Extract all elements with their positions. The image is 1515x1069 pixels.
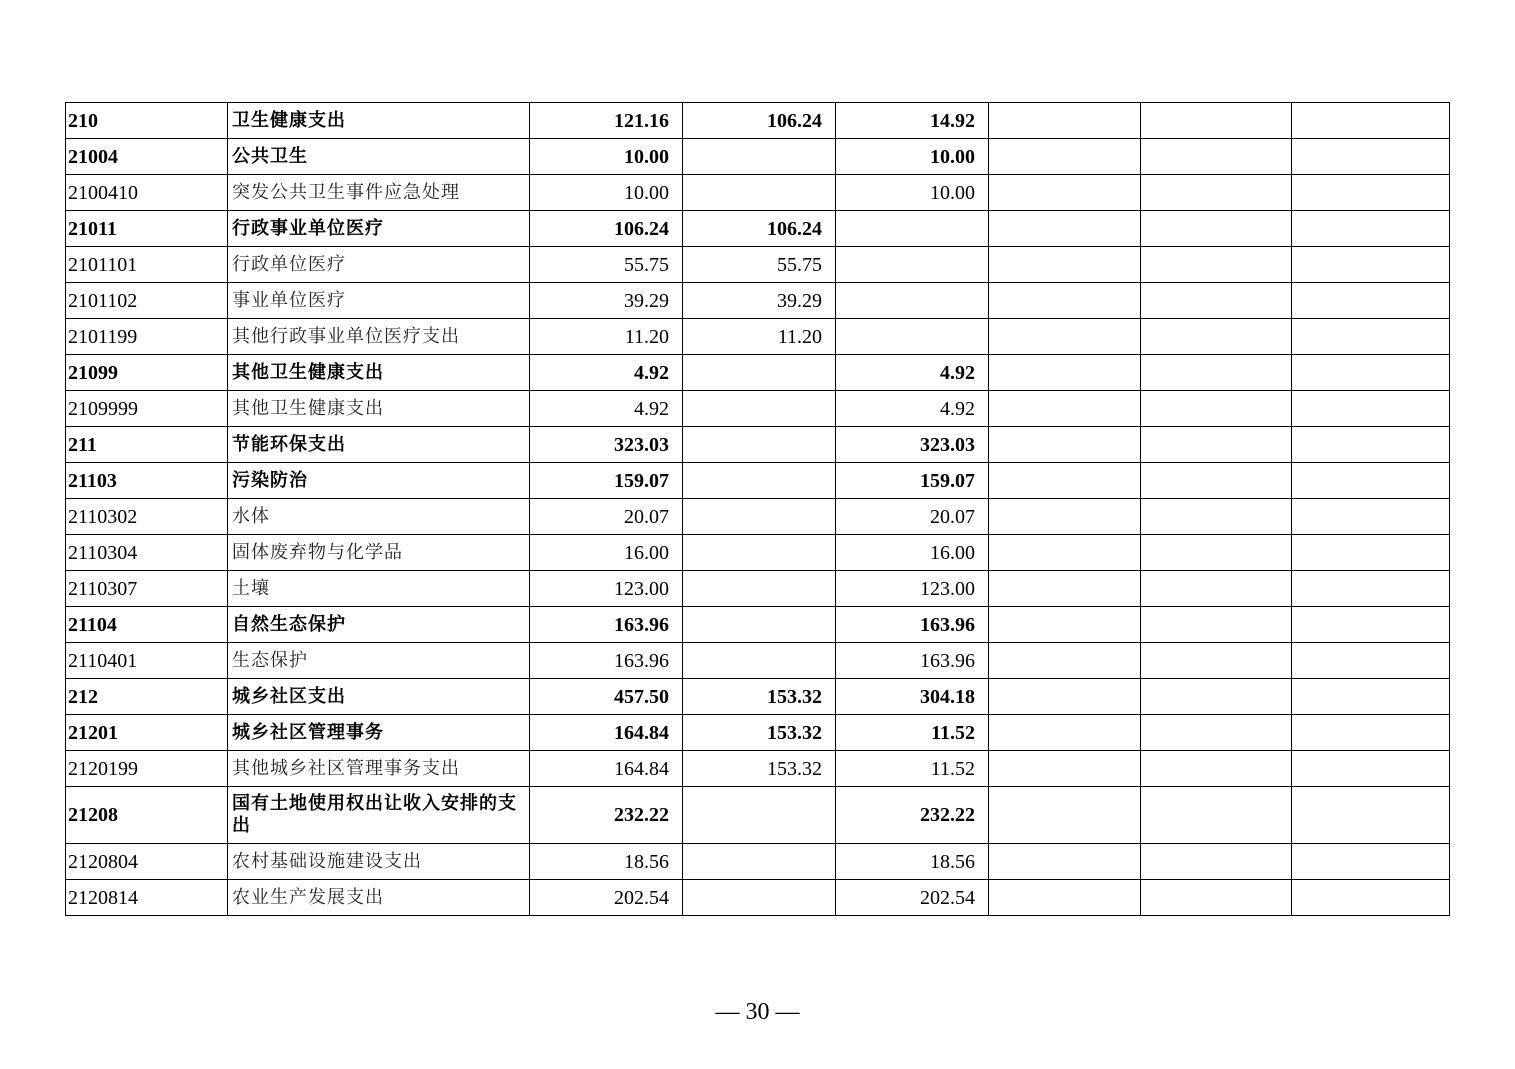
empty-cell [1292,391,1450,427]
total-cell: 163.96 [530,643,683,679]
subject-code-cell: 2120814 [66,880,228,916]
empty-cell [1141,391,1292,427]
project-expenditure-cell [836,247,989,283]
empty-cell [1292,643,1450,679]
empty-cell [1292,211,1450,247]
empty-cell [1141,880,1292,916]
empty-cell [989,283,1141,319]
total-cell: 4.92 [530,355,683,391]
table-row [66,355,1450,391]
project-expenditure-cell: 4.92 [836,355,989,391]
empty-cell [989,139,1141,175]
basic-expenditure-cell [683,607,836,643]
total-cell: 10.00 [530,175,683,211]
empty-cell [1292,571,1450,607]
table-row [66,319,1450,355]
table-row [66,427,1450,463]
table-row [66,211,1450,247]
basic-expenditure-cell: 55.75 [683,247,836,283]
project-expenditure-cell: 202.54 [836,880,989,916]
page-number: — 30 — [715,999,800,1025]
empty-cell [1141,103,1292,139]
project-expenditure-cell: 16.00 [836,535,989,571]
empty-cell [1141,247,1292,283]
empty-cell [989,211,1141,247]
empty-cell [1141,427,1292,463]
empty-cell [1141,715,1292,751]
empty-cell [1292,535,1450,571]
subject-name-cell: 污染防治 [228,463,530,499]
table-row [66,679,1450,715]
subject-name-cell: 节能环保支出 [228,427,530,463]
table-row [66,391,1450,427]
project-expenditure-cell: 123.00 [836,571,989,607]
basic-expenditure-cell: 11.20 [683,319,836,355]
empty-cell [1292,175,1450,211]
subject-code-cell: 21104 [66,607,228,643]
total-cell: 232.22 [530,787,683,844]
basic-expenditure-cell [683,463,836,499]
subject-name-cell: 其他卫生健康支出 [228,391,530,427]
total-cell: 164.84 [530,715,683,751]
empty-cell [989,607,1141,643]
empty-cell [1141,175,1292,211]
basic-expenditure-cell [683,391,836,427]
basic-expenditure-cell [683,844,836,880]
subject-code-cell: 21208 [66,787,228,844]
table-body [66,103,1450,916]
subject-code-cell: 2109999 [66,391,228,427]
subject-name-cell: 土壤 [228,571,530,607]
empty-cell [1141,751,1292,787]
total-cell: 163.96 [530,607,683,643]
empty-cell [1141,844,1292,880]
basic-expenditure-cell [683,643,836,679]
empty-cell [1292,139,1450,175]
empty-cell [989,247,1141,283]
empty-cell [989,751,1141,787]
table-row [66,139,1450,175]
table-row [66,715,1450,751]
basic-expenditure-cell [683,427,836,463]
table-row [66,607,1450,643]
empty-cell [989,355,1141,391]
project-expenditure-cell: 10.00 [836,175,989,211]
project-expenditure-cell: 20.07 [836,499,989,535]
project-expenditure-cell: 232.22 [836,787,989,844]
empty-cell [1141,139,1292,175]
subject-name-cell: 其他卫生健康支出 [228,355,530,391]
project-expenditure-cell: 4.92 [836,391,989,427]
subject-name-cell: 事业单位医疗 [228,283,530,319]
subject-code-cell: 2101101 [66,247,228,283]
total-cell: 20.07 [530,499,683,535]
project-expenditure-cell: 10.00 [836,139,989,175]
total-cell: 159.07 [530,463,683,499]
empty-cell [989,844,1141,880]
project-expenditure-cell: 323.03 [836,427,989,463]
empty-cell [1141,535,1292,571]
budget-table [65,102,1450,916]
empty-cell [1292,103,1450,139]
table-row [66,751,1450,787]
table-row [66,535,1450,571]
subject-name-cell: 其他行政事业单位医疗支出 [228,319,530,355]
empty-cell [1292,319,1450,355]
empty-cell [989,319,1141,355]
empty-cell [1292,679,1450,715]
empty-cell [1292,715,1450,751]
empty-cell [1141,679,1292,715]
total-cell: 39.29 [530,283,683,319]
subject-code-cell: 21011 [66,211,228,247]
basic-expenditure-cell [683,535,836,571]
table-row [66,463,1450,499]
subject-code-cell: 212 [66,679,228,715]
subject-code-cell: 21099 [66,355,228,391]
subject-code-cell: 21103 [66,463,228,499]
subject-name-cell: 农业生产发展支出 [228,880,530,916]
empty-cell [1141,283,1292,319]
empty-cell [1292,787,1450,844]
total-cell: 202.54 [530,880,683,916]
empty-cell [1292,607,1450,643]
project-expenditure-cell: 18.56 [836,844,989,880]
subject-name-cell: 自然生态保护 [228,607,530,643]
empty-cell [989,679,1141,715]
subject-code-cell: 2101102 [66,283,228,319]
empty-cell [1141,319,1292,355]
subject-name-cell: 国有土地使用权出让收入安排的支出 [228,787,530,844]
project-expenditure-cell: 159.07 [836,463,989,499]
empty-cell [1141,643,1292,679]
subject-code-cell: 21201 [66,715,228,751]
empty-cell [1292,844,1450,880]
empty-cell [989,427,1141,463]
table-row [66,283,1450,319]
empty-cell [989,715,1141,751]
subject-name-cell: 固体废弃物与化学品 [228,535,530,571]
total-cell: 323.03 [530,427,683,463]
table-row [66,880,1450,916]
total-cell: 121.16 [530,103,683,139]
subject-name-cell: 生态保护 [228,643,530,679]
subject-name-cell: 其他城乡社区管理事务支出 [228,751,530,787]
empty-cell [989,643,1141,679]
subject-name-cell: 公共卫生 [228,139,530,175]
subject-code-cell: 2120804 [66,844,228,880]
basic-expenditure-cell [683,571,836,607]
basic-expenditure-cell: 153.32 [683,751,836,787]
total-cell: 4.92 [530,391,683,427]
subject-code-cell: 2110401 [66,643,228,679]
subject-name-cell: 城乡社区支出 [228,679,530,715]
project-expenditure-cell [836,211,989,247]
basic-expenditure-cell: 153.32 [683,715,836,751]
project-expenditure-cell: 163.96 [836,607,989,643]
subject-code-cell: 2120199 [66,751,228,787]
basic-expenditure-cell: 106.24 [683,103,836,139]
empty-cell [1292,247,1450,283]
subject-code-cell: 2110307 [66,571,228,607]
empty-cell [989,499,1141,535]
subject-code-cell: 2100410 [66,175,228,211]
empty-cell [1292,880,1450,916]
table-row [66,844,1450,880]
table-row [66,247,1450,283]
empty-cell [1141,787,1292,844]
project-expenditure-cell: 11.52 [836,715,989,751]
project-expenditure-cell [836,319,989,355]
empty-cell [989,391,1141,427]
project-expenditure-cell: 163.96 [836,643,989,679]
empty-cell [1141,211,1292,247]
total-cell: 11.20 [530,319,683,355]
subject-code-cell: 21004 [66,139,228,175]
subject-name-cell: 卫生健康支出 [228,103,530,139]
table-row [66,175,1450,211]
total-cell: 106.24 [530,211,683,247]
basic-expenditure-cell [683,175,836,211]
empty-cell [1292,283,1450,319]
empty-cell [989,463,1141,499]
empty-cell [1141,607,1292,643]
empty-cell [1292,355,1450,391]
empty-cell [1292,463,1450,499]
subject-code-cell: 210 [66,103,228,139]
basic-expenditure-cell: 106.24 [683,211,836,247]
subject-name-cell: 行政单位医疗 [228,247,530,283]
basic-expenditure-cell [683,499,836,535]
empty-cell [1292,751,1450,787]
total-cell: 457.50 [530,679,683,715]
project-expenditure-cell: 11.52 [836,751,989,787]
subject-name-cell: 突发公共卫生事件应急处理 [228,175,530,211]
table-row [66,571,1450,607]
table-row [66,499,1450,535]
project-expenditure-cell: 14.92 [836,103,989,139]
total-cell: 10.00 [530,139,683,175]
empty-cell [989,787,1141,844]
table-row [66,103,1450,139]
subject-name-cell: 农村基础设施建设支出 [228,844,530,880]
empty-cell [989,103,1141,139]
project-expenditure-cell: 304.18 [836,679,989,715]
table-row [66,643,1450,679]
basic-expenditure-cell [683,355,836,391]
project-expenditure-cell [836,283,989,319]
subject-name-cell: 城乡社区管理事务 [228,715,530,751]
empty-cell [989,535,1141,571]
basic-expenditure-cell: 39.29 [683,283,836,319]
table-row [66,787,1450,844]
total-cell: 123.00 [530,571,683,607]
subject-code-cell: 211 [66,427,228,463]
basic-expenditure-cell: 153.32 [683,679,836,715]
total-cell: 16.00 [530,535,683,571]
basic-expenditure-cell [683,139,836,175]
subject-code-cell: 2101199 [66,319,228,355]
empty-cell [1141,355,1292,391]
total-cell: 18.56 [530,844,683,880]
empty-cell [1141,499,1292,535]
subject-code-cell: 2110304 [66,535,228,571]
total-cell: 55.75 [530,247,683,283]
empty-cell [1141,571,1292,607]
subject-code-cell: 2110302 [66,499,228,535]
subject-name-cell: 行政事业单位医疗 [228,211,530,247]
total-cell: 164.84 [530,751,683,787]
empty-cell [989,571,1141,607]
empty-cell [989,880,1141,916]
empty-cell [989,175,1141,211]
empty-cell [1292,499,1450,535]
basic-expenditure-cell [683,880,836,916]
empty-cell [1292,427,1450,463]
empty-cell [1141,463,1292,499]
subject-name-cell: 水体 [228,499,530,535]
basic-expenditure-cell [683,787,836,844]
